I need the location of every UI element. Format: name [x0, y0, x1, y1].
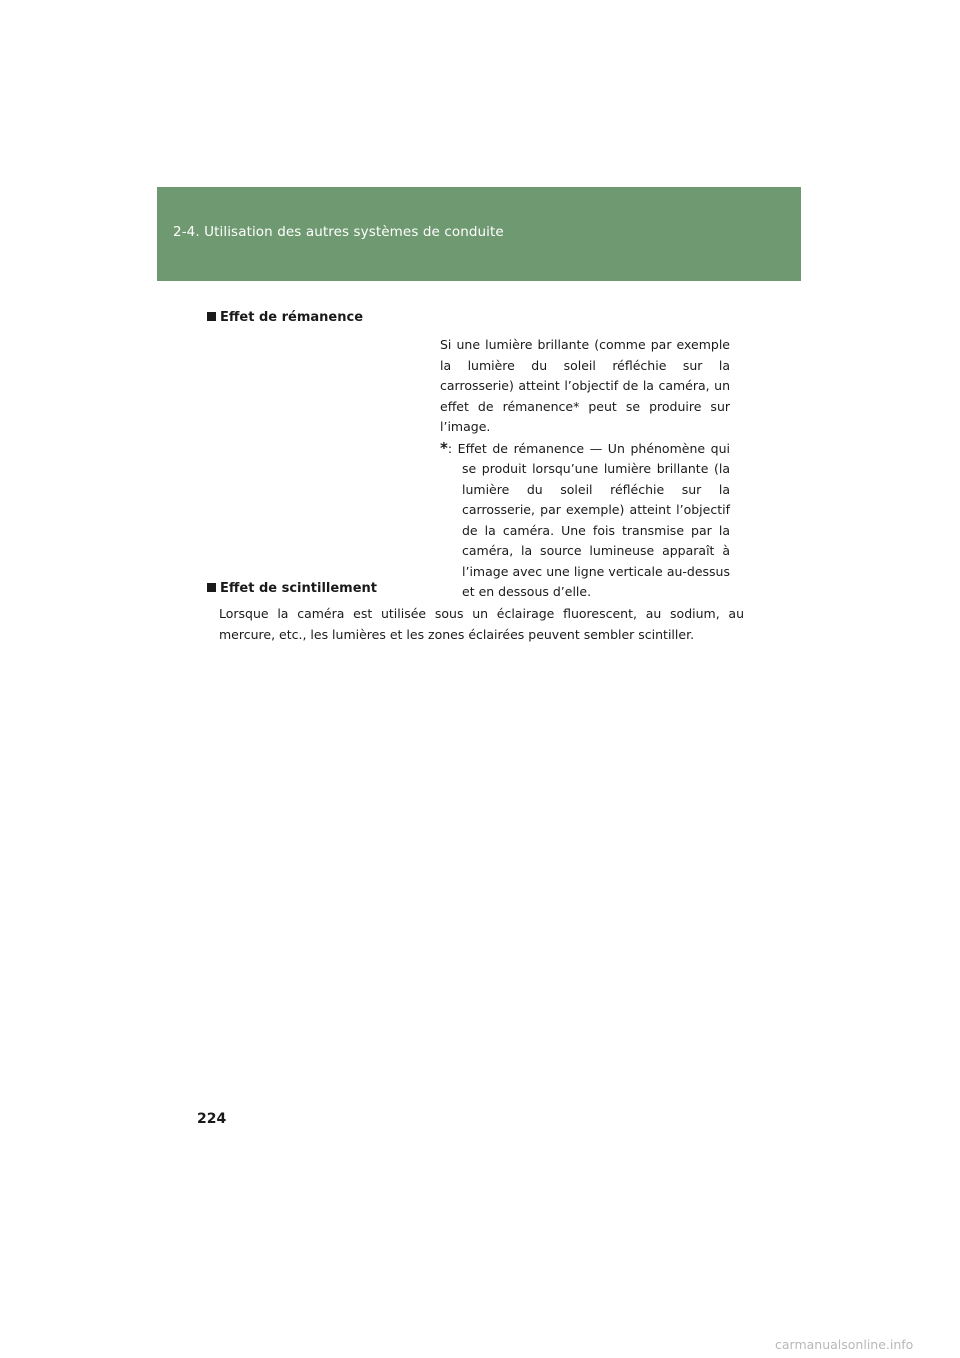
chapter-header-band — [157, 187, 801, 281]
section-heading-label: Effet de scintillement — [220, 581, 378, 596]
remanence-footnote — [440, 438, 730, 603]
square-bullet-icon — [207, 583, 216, 592]
footnote-asterisk: * — [440, 438, 448, 457]
footnote-text: : Effet de rémanence — Un phénomène qui se produit lorsqu’une lumière brillante (la lumière du soleil réfléchie sur la carrosserie, par exemple) atteint l’objectif de la caméra. Une fois transmise par la caméra, la source lumineuse apparaît à l’image avec une ligne verticale au-dessus et en dessous d’elle. — [447, 440, 730, 599]
chapter-title: 2-4. Utilisation des autres systèmes de conduite — [173, 224, 504, 240]
scintillement-description — [219, 604, 744, 645]
watermark-text: carmanualsonline.info — [775, 1337, 914, 1352]
section-heading-label: Effet de rémanence — [220, 310, 364, 325]
square-bullet-icon — [207, 312, 216, 321]
remanence-paragraph: Si une lumière brillante (comme par exemple la lumière du soleil réfléchie sur la carrosserie) atteint l’objectif de la caméra, un effet de rémanence* peut se produire sur l’image. — [440, 337, 730, 434]
section-heading-scintillement — [207, 581, 377, 596]
scintillement-paragraph: Lorsque la caméra est utilisée sous un éclairage fluorescent, au sodium, au mercure, etc., les lumières et les zones éclairées peuvent sembler scintiller. — [219, 606, 744, 642]
remanence-description — [440, 335, 730, 603]
section-heading-remanence — [207, 310, 363, 325]
page-number: 224 — [197, 1111, 227, 1127]
